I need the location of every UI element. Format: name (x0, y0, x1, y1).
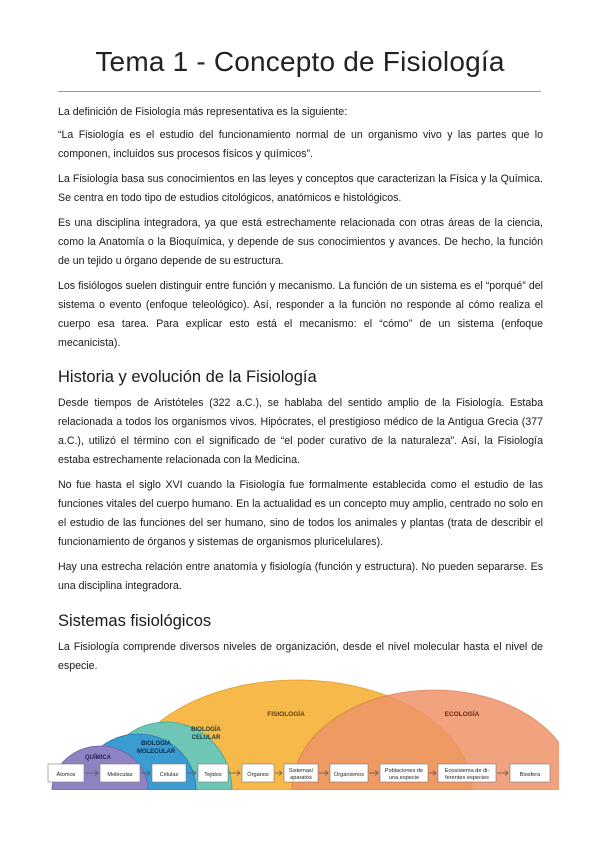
biologia-celular-label-1: BIOLOGÍA (191, 727, 221, 733)
systems-heading: Sistemas fisiológicos (58, 612, 212, 630)
levels-row (48, 764, 550, 782)
history-paragraph-3: Hay una estrecha relación entre anatomía y fisiología (función y estructura). No pueden separarse. Es una disciplina integradora. (58, 561, 543, 592)
organization-levels-diagram (44, 660, 559, 790)
history-heading: Historia y evolución de la Fisiología (58, 368, 317, 386)
level-label: Tejidos (204, 772, 222, 778)
intro-paragraph-3: Es una disciplina integradora, ya que está estrechamente relacionada con otras áreas de la ciencia, como la Anatomía o la Bioquímica, y depende de sus conocimientos y avances. De hecho, la función de un tejido u órgano depende de su estructura. (58, 217, 543, 267)
level-label: Organismos (333, 772, 365, 778)
definition-quote: “La Fisiología es el estudio del funcionamiento normal de un organismo vivo y las partes que lo componen, incluidos sus procesos físicos y químicos”. (58, 129, 543, 160)
page-title: Tema 1 - Concepto de Fisiología (95, 46, 505, 77)
level-label: Sistemas/ (288, 768, 314, 774)
biologia-celular-label-2: CELULAR (191, 735, 221, 741)
level-label: Biosfera (519, 772, 541, 778)
level-label: Células (159, 772, 179, 778)
history-paragraph-1: Desde tiempos de Aristóteles (322 a.C.), se hablaba del sentido amplio de la Fisiología. Estaba relacionada a todos los organismos vivos. Hipócrates, el prestigioso médico de la Antigua Grecia (377 a.C.), utilizó el término con el significado de “el poder curativo de la naturaleza”. Así, la Fisiología estaba estrechamente relacionada con la Medicina. (58, 397, 543, 466)
intro-lead: La definición de Fisiología más representativa es la siguiente: (58, 106, 348, 118)
systems-paragraph-1: La Fisiología comprende diversos niveles de organización, desde el nivel molecular hasta el nivel de especie. (58, 641, 543, 672)
biologia-molecular-label-1: BIOLOGÍA (141, 741, 171, 747)
level-label: Moléculas (107, 772, 133, 778)
document-body (58, 103, 543, 682)
biologia-molecular-label-2: MOLECULAR (136, 749, 176, 755)
level-label: Átomos (56, 772, 76, 778)
level-label: aparatos (290, 775, 312, 781)
fisiologia-label: FISIOLOGÍA (267, 711, 305, 718)
title-divider (58, 91, 541, 92)
quimica-label: QUÍMICA (85, 755, 111, 761)
intro-paragraph-2: La Fisiología basa sus conocimientos en las leyes y conceptos que caracterizan la Física y la Química. Se centra en todo tipo de estudios citológicos, anatómicos e histológicos. (58, 173, 543, 204)
level-label: ferentes especies (445, 775, 489, 781)
history-paragraph-2: No fue hasta el siglo XVI cuando la Fisiología fue formalmente establecida como el estudio de las funciones vitales del cuerpo humano. En la actualidad es un concepto muy amplio, centrado no solo en el estudio de las funciones del ser humano, sino de todos los animales y plantas (trata de describir el funcionamiento de órganos y sistemas de organismos pluricelulares). (58, 479, 543, 548)
organization-levels-svg (44, 660, 559, 790)
level-label: una especie (388, 775, 420, 781)
level-label: Poblaciones de (384, 768, 424, 774)
intro-paragraph-4: Los fisiólogos suelen distinguir entre función y mecanismo. La función de un sistema es el “porqué” del sistema o evento (enfoque teleológico). Así, responder a la función no responde al cómo realiza el cuerpo esa tarea. Para explicar esto está el mecanismo: el “cómo” de un sistema (enfoque mecanicista). (58, 280, 543, 349)
ecologia-label: ECOLOGÍA (444, 711, 480, 718)
level-label: Órganos (247, 772, 269, 778)
level-label: Ecosistema de di- (444, 768, 490, 774)
